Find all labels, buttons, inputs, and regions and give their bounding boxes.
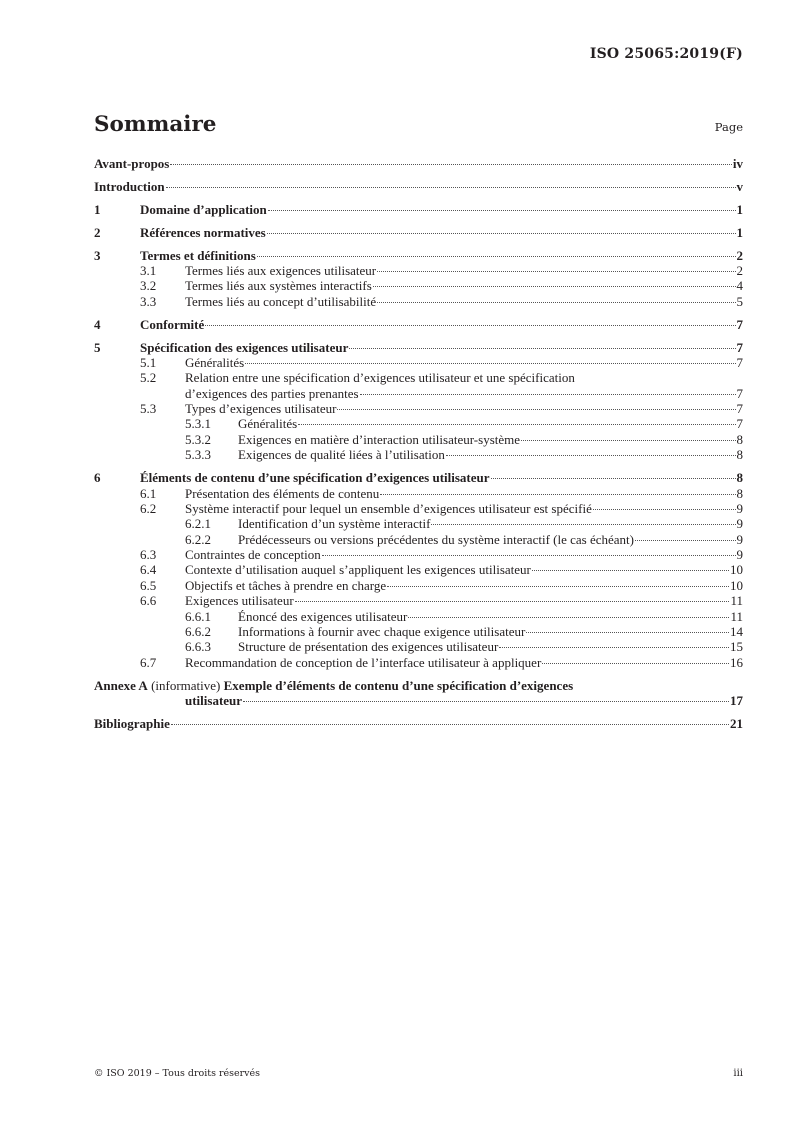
toc-entry[interactable] — [94, 386, 743, 401]
toc-entry-page: 8 — [736, 431, 743, 447]
toc-entry-label: Spécification des exigences utilisateur — [140, 339, 349, 355]
annex-heading — [94, 678, 573, 693]
toc-spacer — [94, 709, 743, 717]
toc-entry[interactable] — [94, 532, 743, 547]
toc-entry[interactable] — [94, 263, 743, 278]
toc-leader-dots — [322, 554, 736, 556]
toc-entry-label: Termes liés aux exigences utilisateur — [185, 262, 377, 278]
toc-entry[interactable] — [94, 609, 743, 624]
toc-entry-label: Références normatives — [140, 224, 266, 240]
toc-leader-dots — [170, 163, 732, 165]
toc-entry-label: Présentation des éléments de contenu — [185, 485, 380, 501]
toc-entry-number: 3.3 — [140, 293, 157, 309]
toc-entry[interactable] — [94, 225, 743, 240]
toc-entry-page: 4 — [736, 278, 743, 294]
toc-leader-dots — [387, 585, 729, 587]
toc-leader-dots — [431, 523, 735, 525]
toc-spacer — [94, 240, 743, 248]
toc-entry-page: 7 — [736, 354, 743, 370]
toc-entry-page: 15 — [730, 639, 743, 655]
toc-entry-number: 5 — [94, 339, 101, 355]
toc-leader-dots — [267, 232, 736, 234]
toc-entry[interactable] — [94, 370, 743, 385]
toc-entry-bibliography[interactable] — [94, 716, 743, 731]
toc-entry[interactable] — [94, 278, 743, 293]
toc-entry-label: Exigences utilisateur — [185, 593, 294, 609]
toc-leader-dots — [295, 600, 730, 602]
toc-entry[interactable] — [94, 470, 743, 485]
toc-entry-label: Recommandation de conception de l’interface utilisateur à appliquer — [185, 654, 542, 670]
toc-entry-number: 3.2 — [140, 278, 157, 294]
toc-leader-dots — [521, 439, 735, 441]
toc-spacer — [94, 309, 743, 317]
document-code: ISO 25065:2019(F) — [589, 46, 743, 62]
toc-entry[interactable] — [94, 294, 743, 309]
toc-entry-page: 1 — [736, 201, 743, 217]
toc-entry-number: 5.2 — [140, 370, 157, 386]
toc-entry-number: 5.3.2 — [185, 431, 211, 447]
toc-entry-page: 9 — [736, 516, 743, 532]
toc-entry-page: 1 — [736, 224, 743, 240]
toc-entry[interactable] — [94, 179, 743, 194]
toc-spacer — [94, 332, 743, 340]
toc-entry-number: 6.6.3 — [185, 639, 211, 655]
annex-title-line1: Exemple d’éléments de contenu d’une spécification d’exigences — [223, 677, 574, 693]
toc-entry[interactable] — [94, 317, 743, 332]
toc-leader-dots — [446, 454, 736, 456]
toc-entry-page: 8 — [736, 485, 743, 501]
toc-entry-page: 9 — [736, 531, 743, 547]
toc-spacer — [94, 463, 743, 471]
toc-entry-label: Identification d’un système interactif — [238, 516, 431, 532]
toc-entry[interactable] — [94, 447, 743, 462]
toc-leader-dots — [245, 362, 735, 364]
toc-leader-dots — [635, 539, 736, 541]
toc-entry-number: 6.5 — [140, 577, 157, 593]
toc-leader-dots — [166, 186, 736, 188]
toc-leader-dots — [593, 508, 736, 510]
toc-entry-label: Objectifs et tâches à prendre en charge — [185, 577, 387, 593]
toc-title-row — [94, 112, 743, 142]
toc-entry-label: Système interactif pour lequel un ensemble d’exigences utilisateur est spécifié — [185, 500, 592, 516]
toc-entry-label: Termes et définitions — [140, 247, 256, 263]
toc-entry[interactable] — [94, 401, 743, 416]
toc-entry[interactable] — [94, 516, 743, 531]
toc-leader-dots — [243, 700, 729, 702]
toc-entry-label: Prédécesseurs ou versions précédentes du système interactif (le cas échéant) — [238, 531, 634, 547]
toc-entry-page: 11 — [730, 608, 743, 624]
toc-entry-page: iv — [732, 156, 743, 171]
toc-entry-label: Termes liés aux systèmes interactifs — [185, 278, 372, 294]
toc-entry-number: 5.3.1 — [185, 416, 211, 432]
toc-entry-page: 7 — [736, 316, 743, 332]
toc-entry-number: 6.2 — [140, 500, 157, 516]
toc-entry-page: 2 — [736, 262, 743, 278]
toc-entry-label: Contexte d’utilisation auquel s’appliquent les exigences utilisateur — [185, 562, 531, 578]
toc-entry-label: d’exigences des parties prenantes — [185, 385, 359, 401]
toc-leader-dots — [377, 301, 735, 303]
toc-entry[interactable] — [94, 156, 743, 171]
toc-entry-page: 5 — [736, 293, 743, 309]
toc-leader-dots — [373, 285, 736, 287]
toc-entry-number: 6.1 — [140, 485, 157, 501]
toc-title: Sommaire — [94, 112, 217, 137]
toc-entry-label: Éléments de contenu d’une spécification d’exigences utilisateur — [140, 470, 490, 486]
toc-entry-number: 3 — [94, 247, 101, 263]
toc-entry-annex-continued[interactable] — [94, 693, 743, 708]
toc-entry[interactable] — [94, 639, 743, 654]
toc-leader-dots — [257, 255, 736, 257]
toc-entry-number: 6.7 — [140, 654, 157, 670]
toc-entry-number: 4 — [94, 316, 101, 332]
toc-entry-number: 1 — [94, 201, 101, 217]
toc-entry-page: 10 — [730, 577, 743, 593]
toc-entry-page: 7 — [736, 339, 743, 355]
toc-entry-number: 6.6.1 — [185, 608, 211, 624]
toc-entry-page: 14 — [730, 624, 743, 640]
toc-entry-label: Domaine d’application — [140, 201, 267, 217]
toc-entry-label: Bibliographie — [94, 716, 170, 731]
footer-page-number: iii — [733, 1068, 743, 1079]
toc-entry[interactable] — [94, 547, 743, 562]
toc-leader-dots — [499, 646, 729, 648]
toc-leader-dots — [542, 662, 729, 664]
toc-entry[interactable] — [94, 486, 743, 501]
toc-spacer — [94, 171, 743, 179]
toc-entry-label: Exigences de qualité liées à l’utilisation — [238, 447, 445, 463]
toc-spacer — [94, 194, 743, 202]
toc-entry-page: 2 — [736, 247, 743, 263]
toc-entry-number: 5.1 — [140, 354, 157, 370]
toc-entry[interactable] — [94, 501, 743, 516]
toc-entry-label: Introduction — [94, 178, 165, 194]
toc-entry[interactable] — [94, 624, 743, 639]
toc-leader-dots — [408, 616, 729, 618]
toc-entry[interactable] — [94, 355, 743, 370]
toc-entry[interactable] — [94, 416, 743, 431]
toc-entry-page: 21 — [730, 716, 743, 731]
toc-leader-dots — [377, 270, 735, 272]
toc-entry-page: 17 — [730, 693, 743, 709]
toc-entry-number: 5.3.3 — [185, 447, 211, 463]
toc-entry-label: Types d’exigences utilisateur — [185, 401, 337, 417]
toc-spacer — [94, 670, 743, 678]
toc-entry-annex[interactable] — [94, 678, 743, 693]
table-of-contents — [94, 156, 743, 731]
annex-title-line2: utilisateur — [185, 693, 243, 709]
toc-leader-dots — [171, 723, 729, 725]
toc-leader-dots — [360, 393, 736, 395]
toc-entry-number: 2 — [94, 224, 101, 240]
toc-entry-number: 6.2.2 — [185, 531, 211, 547]
toc-entry-page: 11 — [730, 593, 743, 609]
toc-leader-dots — [532, 569, 729, 571]
toc-entry-number: 3.1 — [140, 262, 157, 278]
toc-leader-dots — [526, 631, 729, 633]
toc-entry[interactable] — [94, 340, 743, 355]
toc-entry-page: 7 — [736, 416, 743, 432]
toc-entry-page: 10 — [730, 562, 743, 578]
toc-leader-dots — [298, 423, 735, 425]
toc-entry-number: 6 — [94, 470, 101, 486]
toc-entry[interactable] — [94, 202, 743, 217]
toc-entry-number: 6.4 — [140, 562, 157, 578]
toc-entry[interactable] — [94, 593, 743, 608]
toc-entry-number: 6.3 — [140, 547, 157, 563]
toc-entry-label: Termes liés au concept d’utilisabilité — [185, 293, 377, 309]
toc-entry[interactable] — [94, 562, 743, 577]
toc-entry-number: 6.2.1 — [185, 516, 211, 532]
toc-leader-dots — [205, 324, 735, 326]
toc-leader-dots — [349, 347, 735, 349]
toc-page-column-label: Page — [714, 120, 743, 134]
toc-spacer — [94, 217, 743, 225]
toc-entry-number: 6.6 — [140, 593, 157, 609]
toc-entry-label: Contraintes de conception — [185, 547, 321, 563]
toc-leader-dots — [268, 209, 736, 211]
annex-prefix: Annexe A — [94, 677, 148, 693]
toc-entry[interactable] — [94, 248, 743, 263]
toc-entry-label: Avant-propos — [94, 156, 170, 171]
toc-entry-page: 9 — [736, 547, 743, 563]
toc-entry[interactable] — [94, 655, 743, 670]
toc-entry-label: Structure de présentation des exigences utilisateur — [238, 639, 499, 655]
toc-entry-label: Relation entre une spécification d’exigences utilisateur et une spécification — [185, 370, 575, 386]
annex-qualifier: (informative) — [147, 677, 224, 693]
toc-entry[interactable] — [94, 432, 743, 447]
toc-leader-dots — [380, 493, 735, 495]
toc-entry-page: 7 — [736, 401, 743, 417]
toc-entry-page: v — [736, 178, 743, 194]
toc-entry-label: Conformité — [140, 316, 205, 332]
toc-entry-page: 7 — [736, 385, 743, 401]
toc-entry-page: 8 — [736, 470, 743, 486]
toc-entry-page: 8 — [736, 447, 743, 463]
toc-entry-label: Généralités — [238, 416, 298, 432]
toc-entry[interactable] — [94, 578, 743, 593]
toc-entry-label: Généralités — [185, 354, 245, 370]
toc-entry-page: 9 — [736, 500, 743, 516]
toc-entry-label: Informations à fournir avec chaque exigence utilisateur — [238, 624, 526, 640]
toc-leader-dots — [337, 408, 735, 410]
toc-entry-number: 6.6.2 — [185, 624, 211, 640]
footer-copyright: © ISO 2019 – Tous droits réservés — [94, 1068, 261, 1079]
toc-entry-label: Énoncé des exigences utilisateur — [238, 608, 408, 624]
toc-entry-page: 16 — [730, 654, 743, 670]
toc-entry-number: 5.3 — [140, 401, 157, 417]
toc-leader-dots — [491, 477, 736, 479]
toc-entry-label: Exigences en matière d’interaction utilisateur-système — [238, 431, 521, 447]
